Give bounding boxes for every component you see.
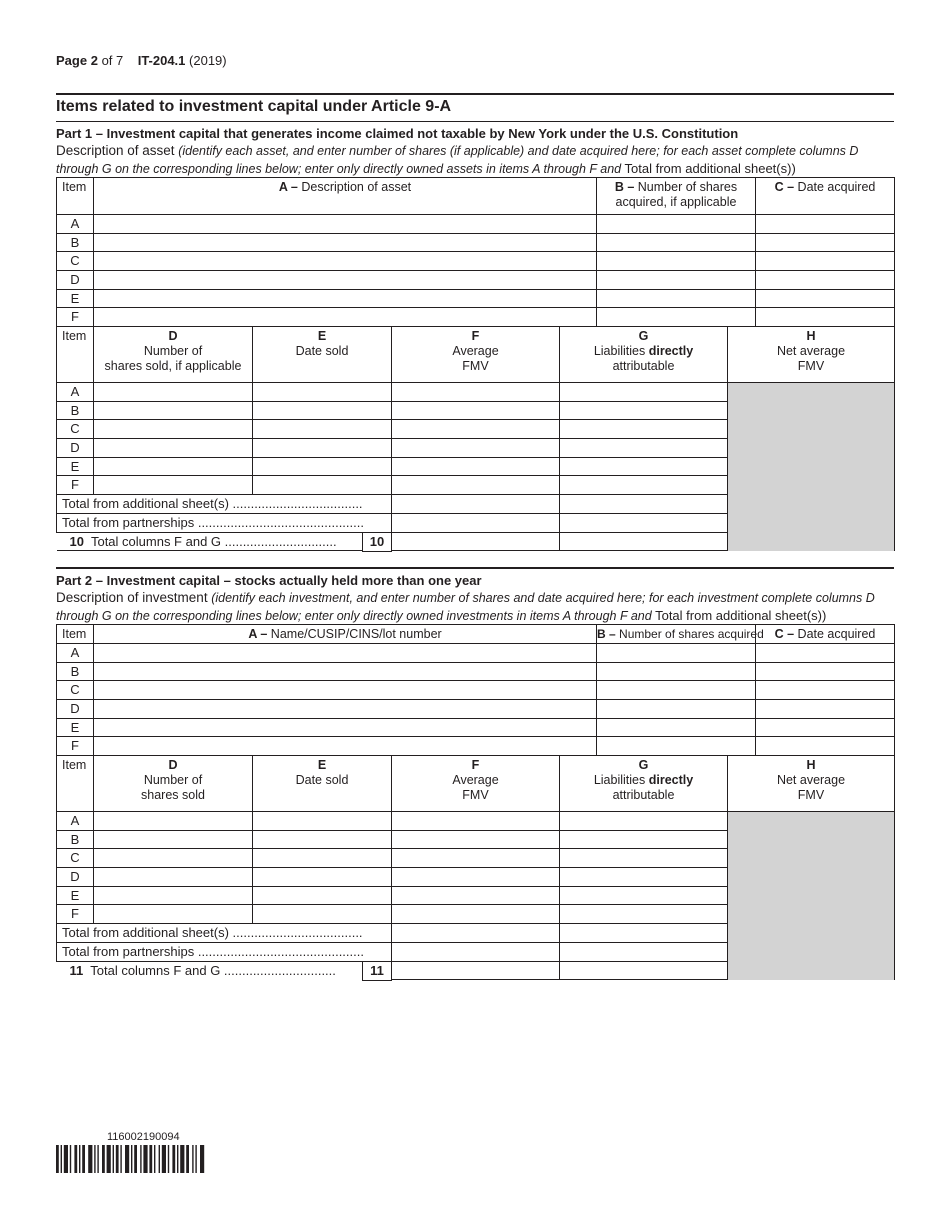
date-acquired-input[interactable] [756, 252, 895, 271]
total-additional-f-input[interactable] [392, 924, 560, 943]
total-partnerships-label: Total from partnerships .............................................. [57, 942, 392, 961]
table-row: C [57, 252, 895, 271]
date-acquired-input[interactable] [756, 700, 895, 719]
date-acquired-input[interactable] [756, 737, 895, 756]
date-sold-input[interactable] [253, 476, 392, 495]
table-row: D [57, 700, 895, 719]
shares-acquired-input[interactable] [597, 289, 756, 308]
col-header-g: G Liabilities directly attributable [560, 756, 728, 812]
col-header-item: Item [57, 756, 94, 812]
shares-acquired-input[interactable] [597, 644, 756, 663]
average-fmv-input[interactable] [392, 886, 560, 905]
line-label: Total columns F and G ............................... [90, 962, 336, 978]
col-header-e: E Date sold [253, 327, 392, 383]
part1-desc-lead: Description of asset [56, 143, 175, 158]
total-additional-label: Total from additional sheet(s) .................................... [57, 924, 392, 943]
shares-acquired-input[interactable] [597, 681, 756, 700]
shares-sold-input[interactable] [94, 812, 253, 831]
date-sold-input[interactable] [253, 849, 392, 868]
line-11-f-input[interactable] [392, 961, 560, 980]
shares-acquired-input[interactable] [597, 718, 756, 737]
part2-table-bottom [56, 755, 895, 980]
liabilities-input[interactable] [560, 457, 728, 476]
investment-name-input[interactable] [94, 681, 597, 700]
col-header-g: G Liabilities directly attributable [560, 327, 728, 383]
net-average-fmv-shaded [728, 812, 895, 980]
date-acquired-input[interactable] [756, 718, 895, 737]
part1-table-top [56, 177, 895, 327]
shares-sold-input[interactable] [94, 457, 253, 476]
average-fmv-input[interactable] [392, 830, 560, 849]
line-box: 11 [362, 961, 392, 981]
table-row: E [57, 718, 895, 737]
table-row: C [57, 420, 895, 439]
table-row: B [57, 401, 895, 420]
liabilities-input[interactable] [560, 849, 728, 868]
table-row: B [57, 662, 895, 681]
table-row: D [57, 868, 895, 887]
form-id: IT-204.1 [137, 53, 186, 68]
average-fmv-input[interactable] [392, 812, 560, 831]
shares-acquired-input[interactable] [597, 662, 756, 681]
table-row: F [57, 737, 895, 756]
table-row: A [57, 812, 895, 831]
date-acquired-input[interactable] [756, 681, 895, 700]
col-header-f: F Average FMV [392, 327, 560, 383]
page-header [56, 53, 227, 68]
page-label: Page [56, 53, 88, 68]
total-partnerships-g-input[interactable] [560, 942, 728, 961]
part1-table-bottom [56, 326, 895, 551]
line-11-g-input[interactable] [560, 961, 728, 980]
total-partnerships-f-input[interactable] [392, 513, 560, 532]
form-year: (2019) [189, 53, 227, 68]
line-11-label-cell [57, 961, 392, 980]
table-row: E [57, 886, 895, 905]
liabilities-input[interactable] [560, 830, 728, 849]
shares-acquired-input[interactable] [597, 737, 756, 756]
investment-name-input[interactable] [94, 718, 597, 737]
col-header-h: H Net average FMV [728, 327, 895, 383]
date-acquired-input[interactable] [756, 271, 895, 290]
asset-description-input[interactable] [94, 215, 597, 234]
table-row: E [57, 289, 895, 308]
date-acquired-input[interactable] [756, 289, 895, 308]
table-row: C [57, 681, 895, 700]
total-partnerships-f-input[interactable] [392, 942, 560, 961]
shares-sold-input[interactable] [94, 439, 253, 458]
liabilities-input[interactable] [560, 905, 728, 924]
shares-acquired-input[interactable] [597, 700, 756, 719]
col-header-b: B – Number of shares acquired, if applicable [597, 178, 756, 215]
table-row: A [57, 215, 895, 234]
date-acquired-input[interactable] [756, 308, 895, 327]
date-sold-input[interactable] [253, 830, 392, 849]
liabilities-input[interactable] [560, 420, 728, 439]
average-fmv-input[interactable] [392, 457, 560, 476]
date-sold-input[interactable] [253, 439, 392, 458]
asset-description-input[interactable] [94, 252, 597, 271]
liabilities-input[interactable] [560, 886, 728, 905]
table-row: A [57, 644, 895, 663]
date-sold-input[interactable] [253, 383, 392, 402]
total-partnerships-g-input[interactable] [560, 513, 728, 532]
table-row: F [57, 905, 895, 924]
col-header-h: H Net average FMV [728, 756, 895, 812]
total-additional-g-input[interactable] [560, 924, 728, 943]
col-header-item: Item [57, 327, 94, 383]
investment-name-input[interactable] [94, 662, 597, 681]
average-fmv-input[interactable] [392, 420, 560, 439]
date-sold-input[interactable] [253, 905, 392, 924]
part2-desc-italic: (identify each investment, and enter number of shares and date acquired here; for each investment complete columns D through G on the corresponding lines below; enter only directly owned investments in items A through F and [56, 591, 875, 623]
table-row: B [57, 830, 895, 849]
page-number: 2 [90, 53, 98, 68]
asset-description-input[interactable] [94, 233, 597, 252]
line-10-g-input[interactable] [560, 532, 728, 551]
col-header-a: A – Description of asset [94, 178, 597, 215]
divider [56, 567, 894, 569]
liabilities-input[interactable] [560, 439, 728, 458]
liabilities-input[interactable] [560, 401, 728, 420]
shares-sold-input[interactable] [94, 420, 253, 439]
shares-sold-input[interactable] [94, 905, 253, 924]
col-header-b: B – Number of shares acquired [597, 625, 756, 644]
shares-sold-input[interactable] [94, 849, 253, 868]
line-label: Total columns F and G ............................... [90, 533, 337, 549]
shares-sold-input[interactable] [94, 868, 253, 887]
average-fmv-input[interactable] [392, 868, 560, 887]
line-10-label-cell [57, 532, 392, 551]
divider [56, 93, 894, 95]
part1-description [56, 142, 886, 178]
liabilities-input[interactable] [560, 476, 728, 495]
part2-title: Part 2 – Investment capital – stocks actually held more than one year [56, 573, 482, 588]
table-row: F [57, 308, 895, 327]
part2-table-top [56, 624, 895, 756]
line-box: 10 [362, 532, 392, 552]
shares-acquired-input[interactable] [597, 271, 756, 290]
barcode-number: 116002190094 [107, 1131, 180, 1143]
col-header-item: Item [57, 625, 94, 644]
line-number: 10 [69, 533, 84, 549]
shares-acquired-input[interactable] [597, 233, 756, 252]
col-header-e: E Date sold [253, 756, 392, 812]
table-row: A [57, 383, 895, 402]
shares-acquired-input[interactable] [597, 252, 756, 271]
total-additional-g-input[interactable] [560, 495, 728, 514]
shares-sold-input[interactable] [94, 476, 253, 495]
investment-name-input[interactable] [94, 700, 597, 719]
divider [56, 121, 894, 122]
table-row: C [57, 849, 895, 868]
average-fmv-input[interactable] [392, 401, 560, 420]
part2-desc-tail: Total from additional sheet(s)) [655, 608, 827, 623]
shares-acquired-input[interactable] [597, 308, 756, 327]
section-title: Items related to investment capital under Article 9-A [56, 98, 452, 115]
date-sold-input[interactable] [253, 401, 392, 420]
total-additional-label: Total from additional sheet(s) .................................... [57, 495, 392, 514]
date-acquired-input[interactable] [756, 215, 895, 234]
shares-acquired-input[interactable] [597, 215, 756, 234]
investment-name-input[interactable] [94, 737, 597, 756]
table-row: E [57, 457, 895, 476]
page-of: of 7 [101, 53, 124, 68]
table-row: D [57, 439, 895, 458]
col-header-a: A – Name/CUSIP/CINS/lot number [94, 625, 597, 644]
col-header-d: D Number of shares sold [94, 756, 253, 812]
date-sold-input[interactable] [253, 420, 392, 439]
liabilities-input[interactable] [560, 383, 728, 402]
col-header-c: C – Date acquired [756, 178, 895, 215]
date-sold-input[interactable] [253, 886, 392, 905]
average-fmv-input[interactable] [392, 439, 560, 458]
shares-sold-input[interactable] [94, 830, 253, 849]
table-row: D [57, 271, 895, 290]
asset-description-input[interactable] [94, 271, 597, 290]
average-fmv-input[interactable] [392, 476, 560, 495]
line-10-f-input[interactable] [392, 532, 560, 551]
liabilities-input[interactable] [560, 868, 728, 887]
shares-sold-input[interactable] [94, 383, 253, 402]
col-header-d: D Number of shares sold, if applicable [94, 327, 253, 383]
line-number: 11 [69, 962, 84, 978]
shares-sold-input[interactable] [94, 886, 253, 905]
date-sold-input[interactable] [253, 868, 392, 887]
asset-description-input[interactable] [94, 308, 597, 327]
col-header-f: F Average FMV [392, 756, 560, 812]
barcode-icon [56, 1145, 239, 1173]
date-acquired-input[interactable] [756, 644, 895, 663]
part1-title: Part 1 – Investment capital that generates income claimed not taxable by New York under the U.S. Constitution [56, 126, 739, 141]
col-header-c: C – Date acquired [756, 625, 895, 644]
investment-name-input[interactable] [94, 644, 597, 663]
date-sold-input[interactable] [253, 457, 392, 476]
part1-desc-tail: Total from additional sheet(s)) [624, 161, 796, 176]
table-row: F [57, 476, 895, 495]
total-additional-f-input[interactable] [392, 495, 560, 514]
date-acquired-input[interactable] [756, 662, 895, 681]
average-fmv-input[interactable] [392, 383, 560, 402]
part2-description [56, 589, 886, 625]
net-average-fmv-shaded [728, 383, 895, 551]
shares-sold-input[interactable] [94, 401, 253, 420]
date-sold-input[interactable] [253, 812, 392, 831]
total-partnerships-label: Total from partnerships .............................................. [57, 513, 392, 532]
part2-desc-lead: Description of investment [56, 590, 208, 605]
date-acquired-input[interactable] [756, 233, 895, 252]
table-row: B [57, 233, 895, 252]
average-fmv-input[interactable] [392, 849, 560, 868]
asset-description-input[interactable] [94, 289, 597, 308]
part1-desc-italic: (identify each asset, and enter number of shares (if applicable) and date acquired here; for each asset complete columns D through G on the corresponding lines below; enter only directly owned assets in items A through F and [56, 144, 859, 176]
liabilities-input[interactable] [560, 812, 728, 831]
col-header-item: Item [57, 178, 94, 215]
average-fmv-input[interactable] [392, 905, 560, 924]
